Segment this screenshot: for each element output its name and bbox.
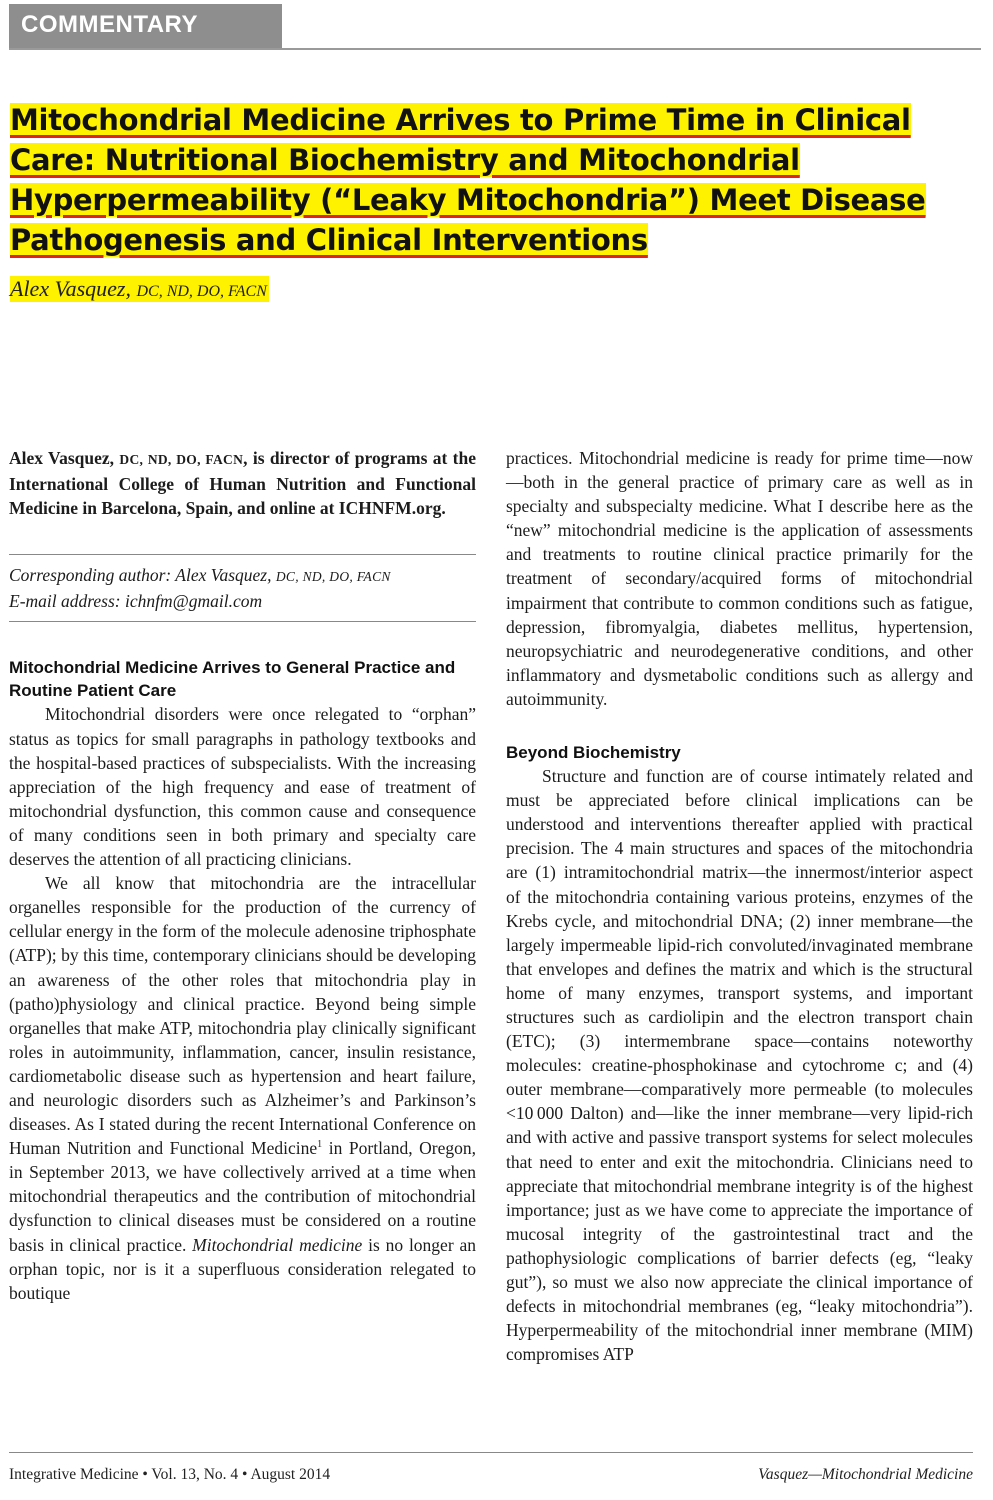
section-header-bar bbox=[9, 4, 981, 50]
footer-journal-info: Integrative Medicine • Vol. 13, No. 4 • August 2014 bbox=[9, 1466, 331, 1483]
reference-superscript: 1 bbox=[317, 1139, 323, 1151]
author-credentials: DC, ND, DO, FACN bbox=[136, 283, 267, 300]
title-line-2: Care: Nutritional Biochemistry and Mitochondrial bbox=[10, 143, 800, 177]
section-label: COMMENTARY bbox=[21, 11, 198, 38]
author-byline bbox=[10, 276, 269, 302]
article-title bbox=[10, 100, 960, 260]
correspondence-box bbox=[9, 554, 476, 622]
right-column bbox=[506, 446, 973, 1366]
body-paragraph: We all know that mitochondria are the intracellular organelles responsible for the production of the currency of cellular energy in the form of the molecule adenosine triphosphate (ATP); by this time, contemporary clinicians should be developing an awareness of the other roles that mitochondria play in (patho)physiology and clinical practice. Beyond being simple organelles that make ATP, mitochondria play clinically significant roles in autoimmunity, inflammation, cancer, insulin resistance, cardiometabolic disease such as hypertension and heart failure, and neurologic disorders such as Alzheimer’s and Parkinson’s diseases. As I stated during the recent International Conference on Human Nutrition and Functional Medicine$^1$ in Portland, Oregon, in September 2013, we have collectively arrived at a time when mitochondrial therapeutics and the contribution of mitochondrial dysfunction to clinical diseases must be considered on a routine basis in clinical practice. Mitochondrial medicine is no longer an orphan topic, nor is it a superfluous consideration relegated to boutique bbox=[9, 873, 476, 1303]
title-line-4: Pathogenesis and Clinical Interventions bbox=[10, 223, 648, 257]
author-name: Alex Vasquez, bbox=[10, 276, 131, 301]
footer-divider bbox=[9, 1452, 973, 1453]
title-line-1: Mitochondrial Medicine Arrives to Prime Time in Clinical bbox=[10, 103, 911, 137]
body-paragraph: Mitochondrial disorders were once relegated to “orphan” status as topics for small paragraphs in pathology textbooks and the hospital-based practices of subspecialists. With the increasing appreciation of the high frequency and ease of treatment of mitochondrial dysfunction, this common cause and consequence of many conditions seen in both primary and specialty care deserves the attention of all practicing clinicians. bbox=[9, 704, 476, 870]
title-line-3: Hyperpermeability (“Leaky Mitochondria”) Meet Disease bbox=[10, 183, 926, 217]
section-heading-general-practice: Mitochondrial Medicine Arrives to General Practice and Routine Patient Care bbox=[9, 658, 456, 701]
body-paragraph: practices. Mitochondrial medicine is ready for prime time—now—both in the general practice of primary care as well as in specialty and subspecialty medicine. What I describe here as the “new” mitochondrial medicine is the application of assessments and treatments to routine clinical practice primarily for the treatment of secondary/acquired forms of mitochondrial impairment that contribute to common conditions such as fatigue, depression, fibromyalgia, diabetes mellitus, hypertension, neuropsychiatric and neurodegenerative conditions, and other inflammatory and dysmetabolic conditions such as allergy and autoimmunity. bbox=[506, 448, 973, 709]
left-column bbox=[9, 446, 476, 1305]
author-bio: Alex Vasquez, DC, ND, DO, FACN, is director of programs at the International College of Human Nutrition and Functional Medicine in Barcelona, Spain, and online at ICHNFM.org. bbox=[9, 448, 476, 519]
email-address: E-mail address: ichnfm@gmail.com bbox=[9, 591, 263, 612]
body-paragraph: Structure and function are of course intimately related and must be appreciated before clinical implications can be understood and interventions thereafter applied with practical precision. The 4 main structures and spaces of the mitochondria are (1) intramitochondrial matrix—the innermost/interior aspect of the mitochondria containing various proteins, enzymes of the Krebs cycle, and mitochondrial DNA; (2) inner membrane—the largely impermeable lipid-rich convoluted/invaginated membrane that envelopes and defines the matrix and which is the structural home of many enzymes, transport systems, and important structures such as cardiolipin and the electron transport chain (ETC); (3) intermembrane space—contains noteworthy molecules: creatine-phosphokinase and cytochrome c; and (4) outer membrane—comparatively more permeable (to molecules <10 000 Dalton) and—like the inner membrane—very lipid-rich and with active and passive transport systems for select molecules that need to enter and exit the mitochondria. Clinicians need to appreciate that mitochondrial membrane integrity is of the highest importance; just as we have come to appreciate the importance of mucosal integrity of the gastrointestinal tract and the pathophysiologic complications of barrier defects (eg, “leaky gut”), so must we also now appreciate the clinical importance of defects in mitochondrial membranes (eg, “leaky mitochondria”). Hyperpermeability of the mitochondrial inner membrane (MIM) compromises ATP bbox=[506, 766, 973, 1365]
corresponding-author: Corresponding author: Alex Vasquez, DC, ND, DO, FACN bbox=[9, 565, 391, 586]
footer-running-title: Vasquez—Mitochondrial Medicine bbox=[758, 1466, 973, 1483]
section-heading-beyond-biochemistry: Beyond Biochemistry bbox=[506, 743, 681, 763]
section-tab bbox=[9, 4, 282, 48]
